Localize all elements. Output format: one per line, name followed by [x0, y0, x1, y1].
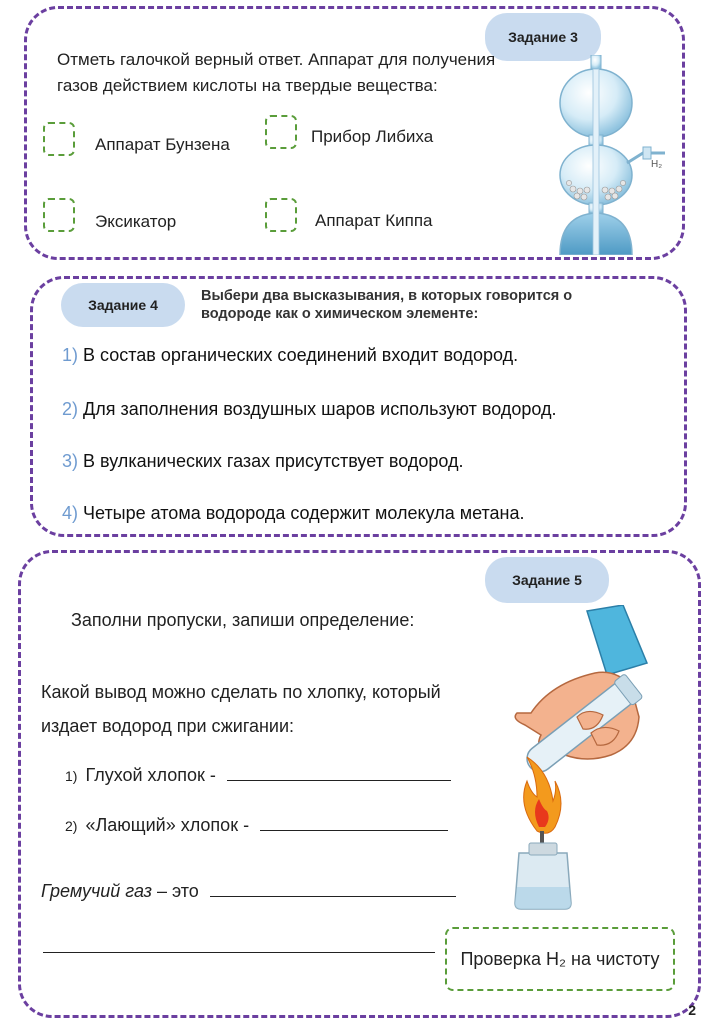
kipp-apparatus-illustration — [547, 55, 667, 255]
task5-question-line1: Какой вывод можно сделать по хлопку, который — [41, 682, 441, 702]
task3-prompt-line2: газов действием кислоты на твердые вещества: — [57, 76, 438, 95]
page-number: 2 — [688, 1002, 696, 1018]
task5-heading: Заполни пропуски, запиши определение: — [71, 610, 415, 630]
task5-card — [18, 550, 701, 1018]
checkbox-desiccator[interactable] — [43, 198, 75, 232]
task4-badge: Задание 4 — [61, 283, 185, 327]
statement-1-num: 1) — [62, 345, 79, 365]
definition-blank-1[interactable] — [210, 881, 456, 897]
statement-2-num: 2) — [62, 399, 79, 419]
task4-prompt-line1: Выбери два высказывания, в которых говорится о — [201, 288, 573, 304]
task5-item1 — [65, 765, 451, 786]
option-liebig-label: Прибор Либиха — [311, 127, 434, 146]
statement-1[interactable] — [62, 345, 518, 366]
purity-check-box — [445, 927, 675, 991]
definition-term: Гремучий газ — [41, 881, 152, 901]
task5-item2-num: 2) — [65, 818, 78, 834]
statement-2[interactable] — [62, 399, 557, 420]
task3-prompt — [57, 47, 495, 99]
h2-label: H₂ — [651, 159, 663, 170]
statement-3-num: 3) — [62, 451, 79, 471]
answer-blank-1[interactable] — [227, 765, 451, 781]
statement-3[interactable] — [62, 451, 464, 472]
option-kipp-label: Аппарат Киппа — [315, 211, 433, 230]
definition-blank-2[interactable] — [43, 937, 435, 953]
answer-blank-2[interactable] — [260, 815, 448, 831]
purity-check-label: Проверка H₂ на чистоту — [460, 948, 660, 969]
test-tube-flame-illustration — [491, 605, 691, 921]
task3-card — [24, 6, 685, 260]
task5-item1-text: Глухой хлопок - — [85, 765, 216, 785]
checkbox-liebig[interactable] — [265, 115, 297, 149]
definition-rest: – это — [151, 881, 199, 901]
statement-4-text: Четыре атома водорода содержит молекула метана. — [83, 503, 525, 523]
option-desiccator-label: Эксикатор — [95, 212, 177, 231]
task3-prompt-line1: Отметь галочкой верный ответ. Аппарат для получения — [57, 50, 496, 69]
task5-item1-num: 1) — [65, 768, 78, 784]
task5-definition — [41, 881, 456, 902]
checkbox-bunsen[interactable] — [43, 122, 75, 156]
task3-badge: Задание 3 — [485, 13, 601, 61]
task4-prompt-line2: водороде как о химическом элементе: — [201, 306, 479, 322]
task5-badge: Задание 5 — [485, 557, 609, 603]
statement-1-text: В состав органических соединений входит водород. — [83, 345, 519, 365]
statement-3-text: В вулканических газах присутствует водород. — [83, 451, 464, 471]
statement-2-text: Для заполнения воздушных шаров используют водород. — [83, 399, 557, 419]
task5-item2-text: «Лающий» хлопок - — [85, 815, 250, 835]
task5-question-line2: издает водород при сжигании: — [41, 716, 295, 736]
statement-4-num: 4) — [62, 503, 79, 523]
option-bunsen-label: Аппарат Бунзена — [95, 135, 230, 154]
task5-item2 — [65, 815, 448, 836]
task5-question — [41, 675, 441, 743]
statement-4[interactable] — [62, 503, 525, 524]
checkbox-kipp[interactable] — [265, 198, 297, 232]
task4-prompt — [201, 287, 572, 323]
